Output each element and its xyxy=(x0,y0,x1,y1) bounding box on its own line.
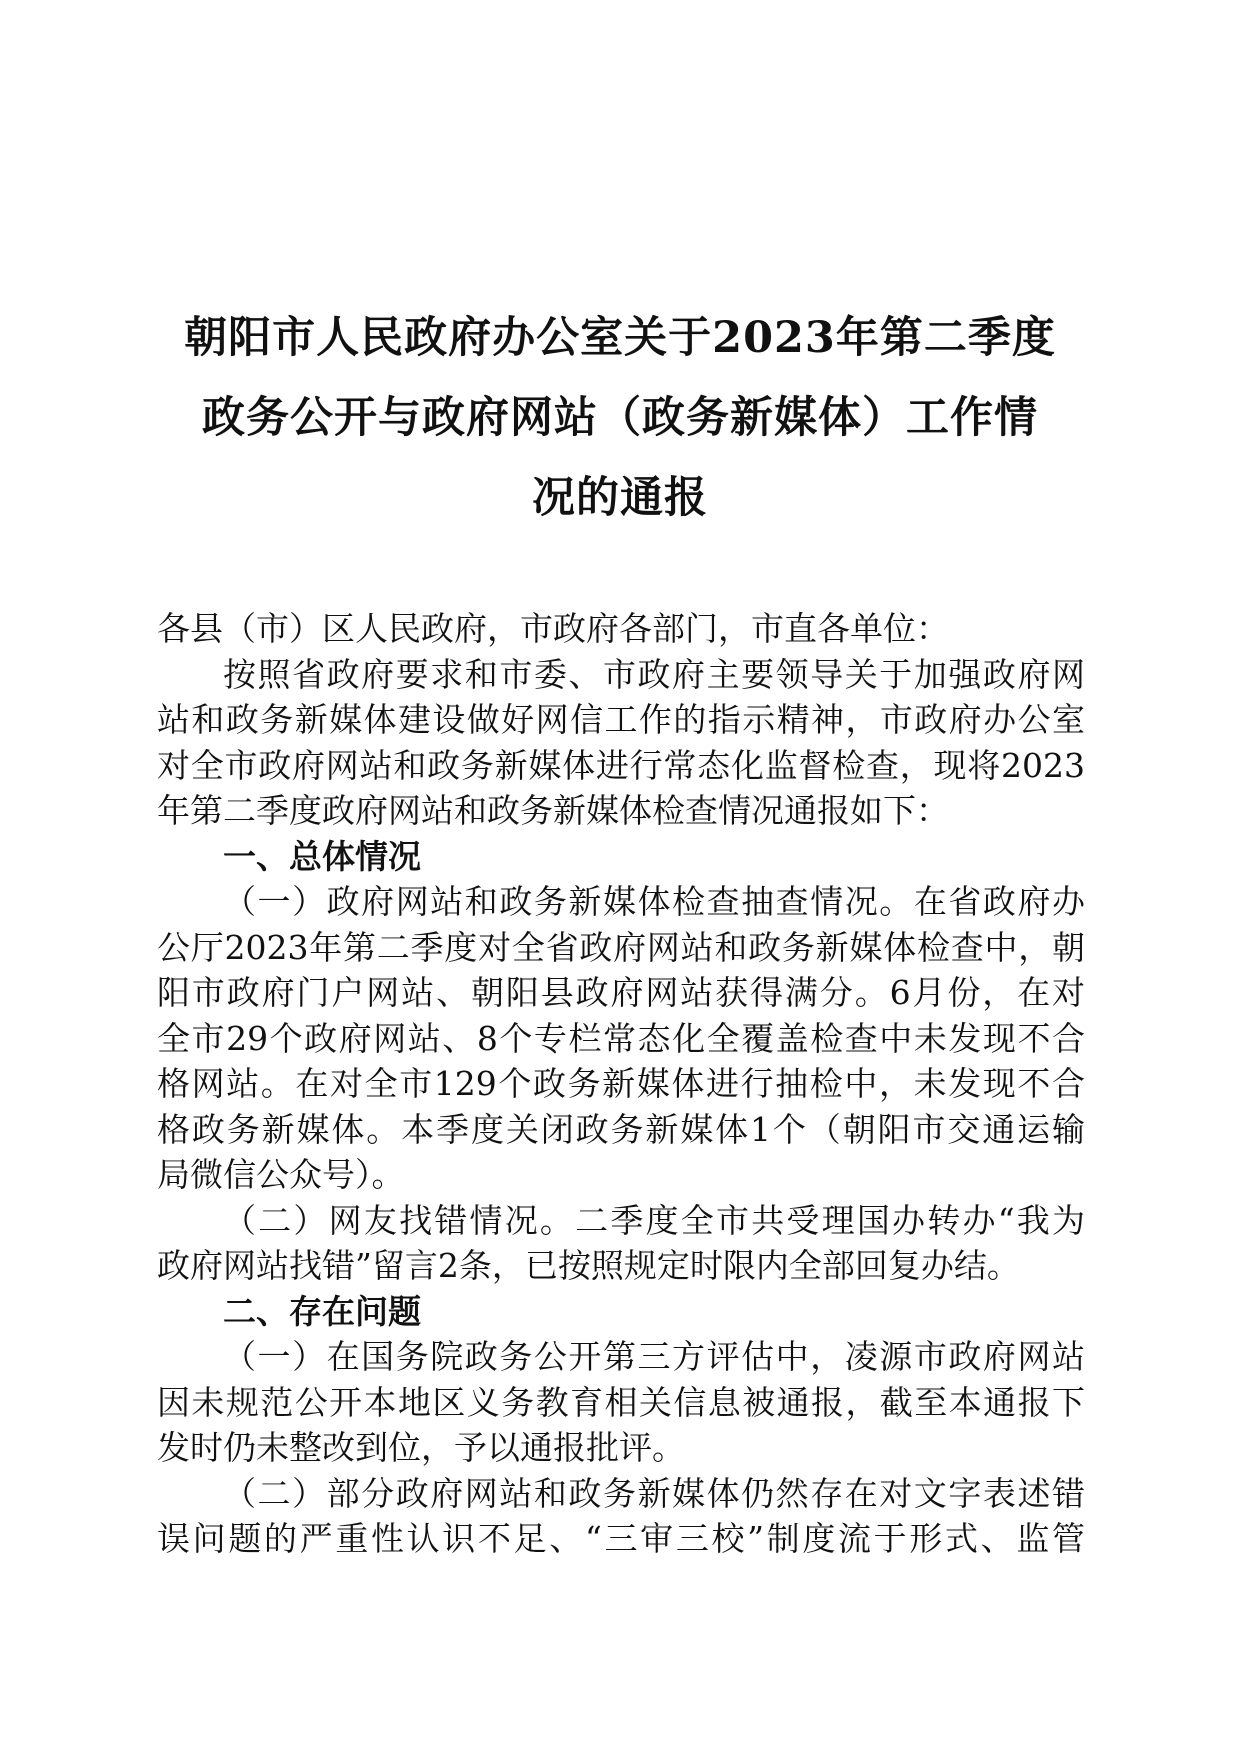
section-heading: 一、总体情况 xyxy=(223,836,421,876)
paragraph-line: 局微信公众号）。 xyxy=(157,1155,405,1194)
document-title xyxy=(150,298,1090,538)
paragraph-line: 全市29个政府网站、8个专栏常态化全覆盖检查中未发现不合 xyxy=(157,1018,1085,1058)
paragraph-line: （一）在国务院政务公开第三方评估中，凌源市政府网站 xyxy=(223,1337,1085,1376)
document-body xyxy=(157,606,1085,1562)
title-line: 政务公开与政府网站（政务新媒体）工作情 xyxy=(202,393,1038,443)
paragraph-line: 年第二季度政府网站和政务新媒体检查情况通报如下： xyxy=(157,791,949,830)
paragraph-line: 公厅2023年第二季度对全省政府网站和政务新媒体检查中，朝 xyxy=(157,927,1085,967)
paragraph-line: 误问题的严重性认识不足、“三审三校”制度流于形式、监管 xyxy=(157,1519,1085,1558)
paragraph-line: 政府网站找错”留言2条，已按照规定时限内全部回复办结。 xyxy=(157,1246,1020,1285)
paragraph-line: 格网站。在对全市129个政务新媒体进行抽检中，未发现不合 xyxy=(157,1064,1085,1103)
paragraph-line: （一）政府网站和政务新媒体检查抽查情况。在省政府办 xyxy=(223,882,1085,921)
paragraph-line: 站和政务新媒体建设做好网信工作的指示精神，市政府办公室 xyxy=(157,700,1085,739)
paragraph-line: 格政务新媒体。本季度关闭政务新媒体1个（朝阳市交通运输 xyxy=(157,1109,1085,1149)
paragraph-line: 按照省政府要求和市委、市政府主要领导关于加强政府网 xyxy=(223,654,1085,694)
paragraph-line: （二）部分政府网站和政务新媒体仍然存在对文字表述错 xyxy=(223,1473,1085,1513)
paragraph-line: （二）网友找错情况。二季度全市共受理国办转办“我为 xyxy=(223,1200,1085,1240)
title-line: 朝阳市人民政府办公室关于2023年第二季度 xyxy=(184,313,1056,363)
paragraph-line: 阳市政府门户网站、朝阳县政府网站获得满分。6月份，在对 xyxy=(157,973,1085,1012)
paragraph-line: 对全市政府网站和政务新媒体进行常态化监督检查，现将2023 xyxy=(157,745,1085,785)
salutation: 各县（市）区人民政府，市政府各部门，市直各单位： xyxy=(157,609,949,648)
paragraph-line: 发时仍未整改到位，予以通报批评。 xyxy=(157,1428,685,1467)
paragraph-line: 因未规范公开本地区义务教育相关信息被通报，截至本通报下 xyxy=(157,1382,1085,1422)
section-heading: 二、存在问题 xyxy=(223,1291,421,1331)
title-line: 况的通报 xyxy=(532,473,708,523)
